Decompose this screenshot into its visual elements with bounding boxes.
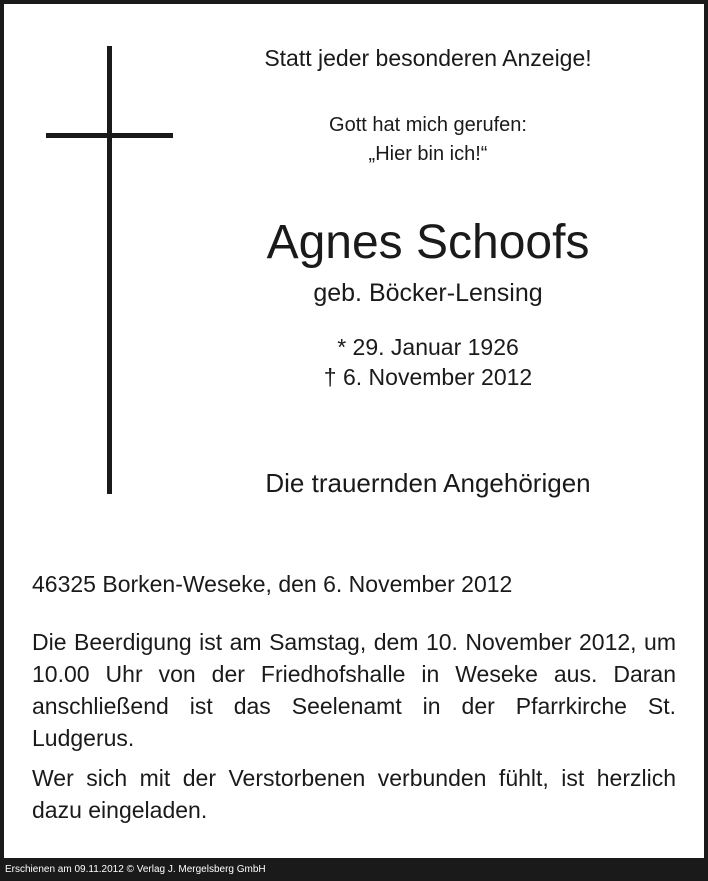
cross-horizontal-bar (46, 133, 173, 138)
birth-date: * 29. Januar 1926 (337, 334, 519, 360)
publication-footer: Erschienen am 09.11.2012 © Verlag J. Mergelsberg GmbH (0, 858, 708, 881)
mourners-line: Die trauernden Angehörigen (265, 468, 591, 498)
place-date-line: 46325 Borken-Weseke, den 6. November 2012 (32, 571, 513, 597)
deceased-name: Agnes Schoofs (266, 216, 590, 269)
death-date: † 6. November 2012 (323, 364, 533, 390)
quote-line-2: „Hier bin ich!“ (368, 143, 488, 165)
maiden-name: geb. Böcker-Lensing (313, 279, 543, 307)
quote-line-1: Gott hat mich gerufen: (329, 114, 527, 136)
funeral-paragraph: Die Beerdigung ist am Samstag, dem 10. November 2012, um 10.00 Uhr von der Friedhofshalle in Weseke aus. Daran anschließend ist das Seelenamt in der Pfarrkirche St. Ludgerus. (32, 629, 676, 751)
invitation-paragraph: Wer sich mit der Verstorbenen verbunden fühlt, ist herzlich dazu eingeladen. (32, 765, 676, 823)
intro-line: Statt jeder besonderen Anzeige! (264, 45, 592, 71)
cross-vertical-bar (107, 46, 112, 494)
